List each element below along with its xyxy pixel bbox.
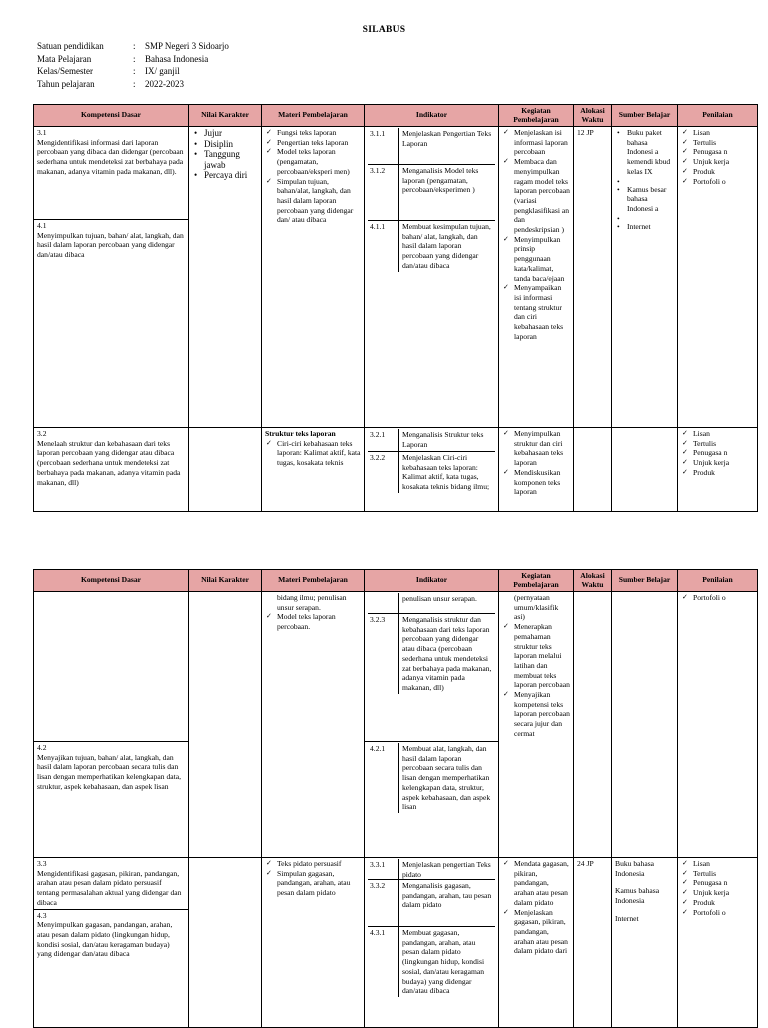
sumber-cell xyxy=(612,592,678,858)
header-aw: Alokasi Waktu xyxy=(574,570,612,592)
materi-cell: Struktur teks laporan ✓ Ciri-ciri kebahasaan teks laporan: Kalimat aktif, kata tugas, kosakata teknis xyxy=(262,428,365,512)
kegiatan-cell: ✓ Mendata gagasan, pikiran, pandangan, arahan atau pesan dalam pidato ✓ Menjelaskan gagasan, pikiran, pandangan, arahan atau pesan dalam pidato dari xyxy=(499,858,574,1028)
meta-row: Tahun pelajaran : 2022-2023 xyxy=(37,78,184,89)
sumber-cell: • Buku paket bahasa Indonesi a kemendi kbud kelas IX • • Kamus besar bahasa Indonesi a • • Internet xyxy=(612,127,678,428)
meta-block xyxy=(37,40,229,90)
penilaian-cell: ✓ Lisan ✓ Tertulis ✓ Penugasa n ✓ Unjuk kerja ✓ Produk ✓ Portofoli o xyxy=(678,127,758,428)
table-header-row xyxy=(34,570,758,592)
indikator-cell xyxy=(365,428,499,512)
header-kp: Kegiatan Pembelajaran xyxy=(499,570,574,592)
indikator-cell xyxy=(365,127,499,428)
materi-cell: ✓ Teks pidato persuasif ✓ Simpulan gagasan, pandangan, arahan, atau pesan dalam pidato xyxy=(262,858,365,1028)
header-kd: Kompetensi Dasar xyxy=(34,570,189,592)
document-title: SILABUS xyxy=(362,25,406,35)
header-mp: Materi Pembelajaran xyxy=(262,105,365,127)
nilai-cell: • Jujur • Disiplin • Tanggung jawab • Percaya diri xyxy=(189,127,262,428)
nilai-cell xyxy=(189,428,262,512)
table-row xyxy=(34,428,758,512)
meta-row: Mata Pelajaran : Bahasa Indonesia xyxy=(37,53,209,64)
alokasi-cell xyxy=(574,428,612,512)
kd-cell: 4.1 Menyimpulkan tujuan, bahan/ alat, langkah, dan hasil dalam laporan percobaan yang didengar dan/atau dibaca xyxy=(34,220,189,428)
indikator-row: 4.3.1 Membuat gagasan, pandangan, arahan, atau pesan dalam pidato (lingkungan hidup, kondisi sosial, dan/atau keragaman budaya) yang didengar dan/atau dibaca xyxy=(368,926,495,997)
indikator-row: 3.3.1 Menjelaskan pengertian Teks pidato xyxy=(370,860,491,879)
nilai-cell xyxy=(189,592,262,858)
kd-cell: 3.2 Menelaah struktur dan kebahasaan dari teks laporan percobaan yang didengar atau dibaca (percobaan sederhana untuk mendeteksi zat berbahaya pada makanan, adanya vitamin pada makanan, dll) xyxy=(34,428,189,512)
indikator-row: 3.2.2 Menjelaskan Ciri-ciri kebahasaan teks laporan: Kalimat aktif, kata tugas, kosakata teknis bidang ilmu; xyxy=(368,451,495,493)
indikator-row: 3.2.1 Menganalisis Struktur teks Laporan xyxy=(368,429,495,451)
kd-cell: 3.3 Mengidentifikasi gagasan, pikiran, pandangan, arahan atau pesan dalam pidato persuasif tentang permasalahan aktual yang didengar dan dibaca 4.3 Menyimpulkan gagasan, pandangan, arahan, atau pesan dalam pidato (lingkungan hidup, kondisi sosial, dan/atau keragaman budaya) yang didengar dan/atau dibaca xyxy=(34,858,189,1028)
header-kp: Kegiatan Pembelajaran xyxy=(499,105,574,127)
penilaian-cell: ✓ Lisan ✓ Tertulis ✓ Penugasa n ✓ Unjuk kerja ✓ Produk xyxy=(678,428,758,512)
indikator-row: 3.1.1 Menjelaskan Pengertian Teks Laporan xyxy=(368,128,495,164)
indikator-row: 3.2.3 Menganalisis struktur dan kebahasaan dari teks laporan percobaan yang didengar atau dibaca (percobaan sederhana untuk mendeteksi zat berbahaya pada makanan, adanya vitamin pada makanan, dll) xyxy=(368,613,495,694)
header-pn: Penilaian xyxy=(678,105,758,127)
header-nk: Nilai Karakter xyxy=(189,570,262,592)
table-row xyxy=(34,592,758,742)
header-sb: Sumber Belajar xyxy=(612,570,678,592)
indikator-row: 4.1.1 Membuat kesimpulan tujuan, bahan/ alat, langkah, dan hasil dalam laporan percobaan yang didengar dan/atau dibaca xyxy=(368,220,495,272)
indikator-row: 4.2.1 Membuat alat, langkah, dan hasil dalam laporan percobaan secara tulis dan lisan dengan memperhatikan kelengkapan data, struktur, aspek kebahasaan, dan aspek lisan xyxy=(370,744,491,812)
indikator-row: 3.3.2 Menganalisis gagasan, pandangan, arahan, tau pesan dalam pidato xyxy=(368,879,495,926)
header-mp: Materi Pembelajaran xyxy=(262,570,365,592)
kd-cell: 3.1 Mengidentifikasi informasi dari laporan percobaan yang dibaca dan didengar (percobaan sederhana untuk mendeteksi zat berbahaya pada makanan, adanya vitamin pada makanan, dll). xyxy=(34,127,189,220)
header-aw: Alokasi Waktu xyxy=(574,105,612,127)
sumber-cell xyxy=(612,428,678,512)
meta-row: Satuan pendidikan : SMP Negeri 3 Sidoarjo xyxy=(37,41,229,51)
syllabus-table-1 xyxy=(33,104,758,512)
indikator-cell xyxy=(365,858,499,1028)
kd-cell: 4.2 Menyajikan tujuan, bahan/ alat, langkah, dan hasil dalam laporan percobaan secara tulis dan lisan dengan memperhatikan kelengkapan data, struktur, aspek kebahasaan, dan aspek lisan xyxy=(34,742,189,858)
header-pn: Penilaian xyxy=(678,570,758,592)
header-sb: Sumber Belajar xyxy=(612,105,678,127)
alokasi-cell: 12 JP xyxy=(574,127,612,428)
header-kd: Kompetensi Dasar xyxy=(34,105,189,127)
sumber-cell: Buku bahasa Indonesia Kamus bahasa Indonesia Internet xyxy=(612,858,678,1028)
indikator-row: penulisan unsur serapan. xyxy=(368,593,495,613)
table-row xyxy=(34,858,758,1028)
meta-row: Kelas/Semester : IX/ ganjil xyxy=(37,66,180,76)
header-nk: Nilai Karakter xyxy=(189,105,262,127)
kegiatan-cell: ✓ Menjelaskan isi informasi laporan percobaan ✓ Membaca dan menyimpulkan ragam model teks laporan percobaan (variasi pengklasifikasi an dan pendeskripsian ) ✓ Menyimpulkan prinsip penggunaan kata/kalimat, tanda baca/ejaan ✓ Menyampaikan isi informasi tentang struktur dan ciri kebahasaan teks laporan xyxy=(499,127,574,428)
syllabus-table-2 xyxy=(33,569,758,1028)
alokasi-cell: 24 JP xyxy=(574,858,612,1028)
header-ind: Indikator xyxy=(365,105,499,127)
penilaian-cell: ✓ Lisan ✓ Tertulis ✓ Penugasa n ✓ Unjuk kerja ✓ Produk ✓ Portofoli o xyxy=(678,858,758,1028)
materi-cell: ✓ Fungsi teks laporan ✓ Pengertian teks laporan ✓ Model teks laporan (pengamatan, percobaan/eksperi men) ✓ Simpulan tujuan, bahan/alat, langkah, dan hasil dalam laporan percobaan yang didengar dan/ atau dibaca xyxy=(262,127,365,428)
alokasi-cell xyxy=(574,592,612,858)
kegiatan-cell: ✓ Menyimpulkan struktur dan ciri kebahasaan teks laporan ✓ Mendiskusikan komponen teks laporan xyxy=(499,428,574,512)
table-header-row xyxy=(34,105,758,127)
kegiatan-cell: (pernyataan umum/klasifik asi) ✓ Menerapkan pemahaman struktur teks laporan melalui latihan dan membuat teks laporan percobaan ✓ Menyajikan kompetensi teks laporan percobaan secara jujur dan cermat xyxy=(499,592,574,858)
penilaian-cell: ✓ Portofoli o xyxy=(678,592,758,858)
nilai-cell xyxy=(189,858,262,1028)
indikator-cell xyxy=(365,592,499,742)
table-row xyxy=(34,127,758,220)
kd-cell xyxy=(34,592,189,742)
indikator-row: 3.1.2 Menganalisis Model teks laporan (pengamatan, percobaan/eksperimen ) xyxy=(368,164,495,220)
materi-cell: bidang ilmu; penulisan unsur serapan. ✓ Model teks laporan percobaan. xyxy=(262,592,365,858)
indikator-cell xyxy=(365,742,499,858)
header-ind: Indikator xyxy=(365,570,499,592)
